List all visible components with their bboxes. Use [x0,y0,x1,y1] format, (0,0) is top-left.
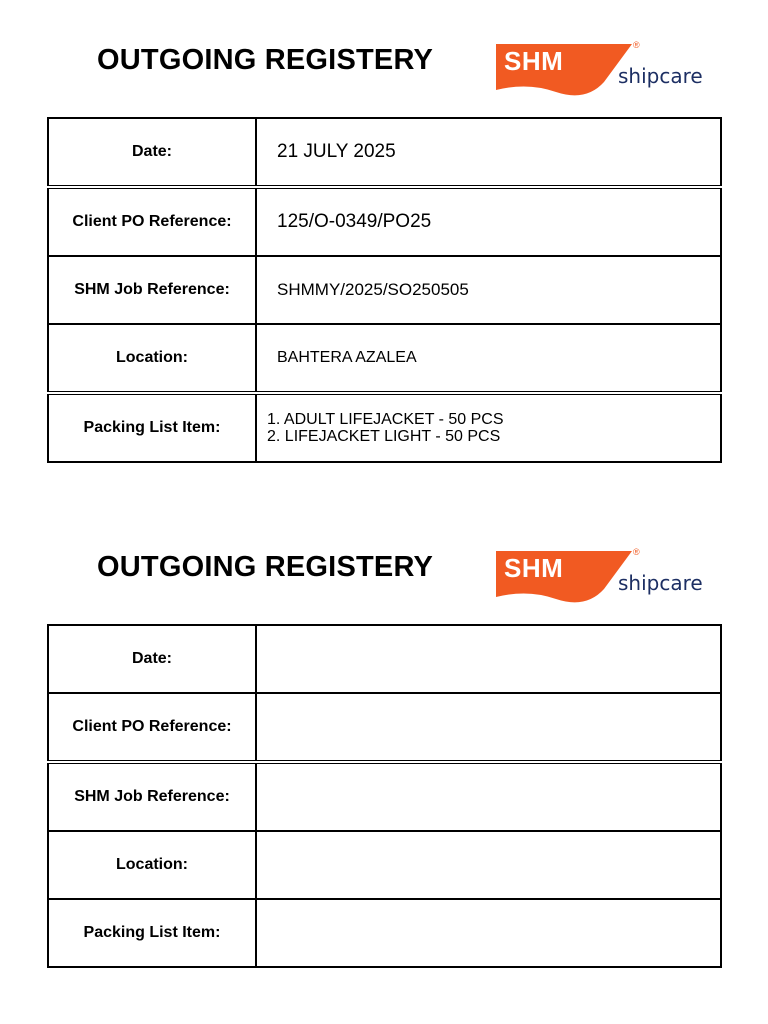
packing-list-label: Packing List Item: [48,899,256,967]
packing-list-item: 1. ADULT LIFEJACKET - 50 PCS [267,411,504,428]
logo-brand-text: SHM [504,553,564,583]
packing-list-value [256,899,721,967]
logo-brand-text: SHM [504,46,564,76]
page-title: OUTGOING REGISTERY [97,44,434,76]
date-label: Date: [48,625,256,693]
client-po-value: 125/O-0349/PO25 [256,187,721,256]
shm-job-value: SHMMY/2025/SO250505 [256,256,721,324]
page-title: OUTGOING REGISTERY [97,551,434,583]
packing-list-item: 2. LIFEJACKET LIGHT - 50 PCS [267,428,501,445]
date-value: 21 JULY 2025 [256,118,721,187]
table-row [48,256,721,324]
registry-table-2 [47,624,722,968]
client-po-label: Client PO Reference: [48,187,256,256]
client-po-value [256,693,721,762]
table-row [48,187,721,256]
registry-table-1 [47,117,722,463]
table-row [48,899,721,967]
date-value [256,625,721,693]
table-row [48,393,721,462]
location-value: BAHTERA AZALEA [256,324,721,393]
table-row [48,324,721,393]
location-label: Location: [48,831,256,899]
client-po-label: Client PO Reference: [48,693,256,762]
logo-subbrand-text: shipcare [618,571,703,595]
packing-list-label: Packing List Item: [48,393,256,462]
table-row [48,762,721,831]
shm-job-value [256,762,721,831]
table-row [48,831,721,899]
shm-shipcare-logo [494,547,709,609]
date-label: Date: [48,118,256,187]
table-row [48,118,721,187]
shm-job-label: SHM Job Reference: [48,256,256,324]
registered-mark: ® [633,40,640,50]
packing-list-value [256,393,721,462]
shm-job-label: SHM Job Reference: [48,762,256,831]
logo-subbrand-text: shipcare [618,64,703,88]
table-row [48,625,721,693]
table-row [48,693,721,762]
registered-mark: ® [633,547,640,557]
location-value [256,831,721,899]
shm-shipcare-logo [494,40,709,102]
location-label: Location: [48,324,256,393]
